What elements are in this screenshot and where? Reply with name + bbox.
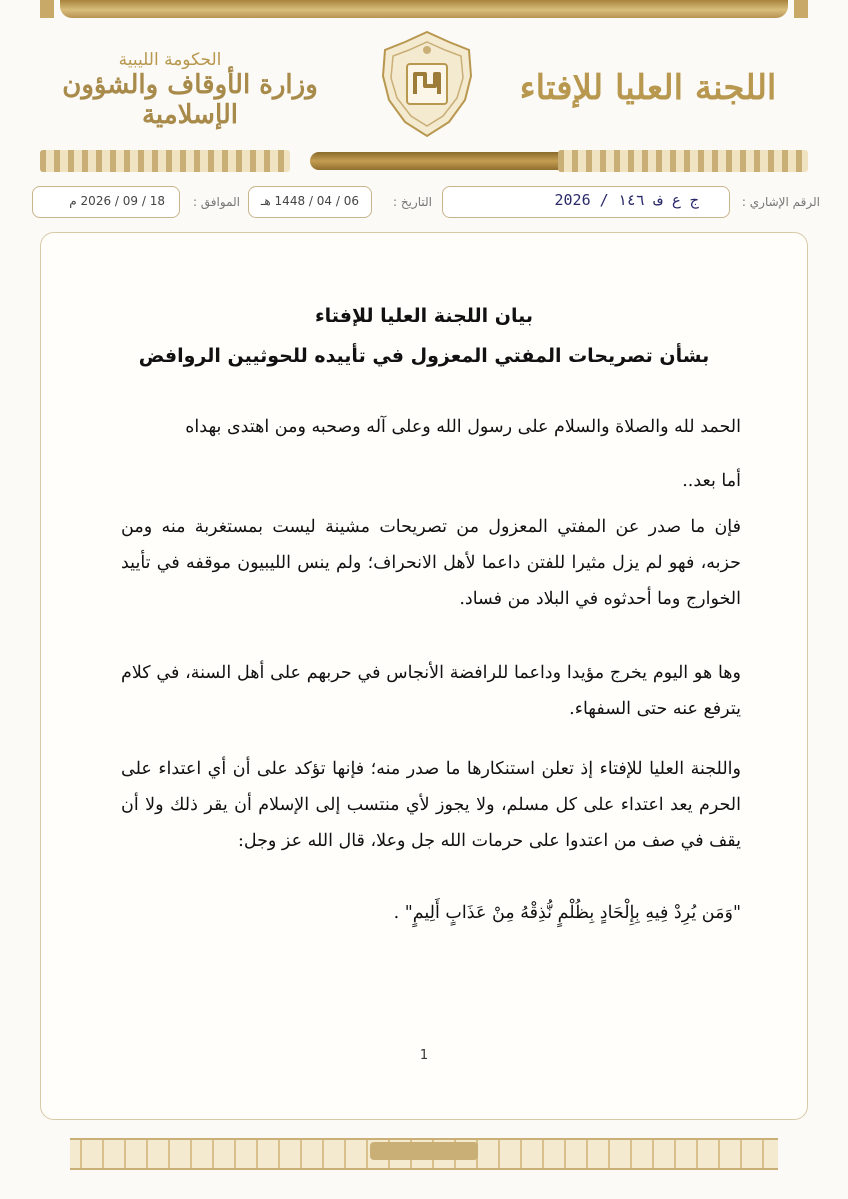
quran-verse: "وَمَن يُرِدْ فِيهِ بِإِلْحَادٍ بِظُلْمٍ نُّذِقْهُ مِنْ عَذَابٍ أَلِيمٍ" . bbox=[393, 903, 741, 923]
page-number: 1 bbox=[419, 1048, 429, 1063]
statement-subtitle: بشأن تصريحات المفتي المعزول في تأييده للحوثيين الروافض bbox=[138, 345, 710, 367]
committee-name: اللجنة العليا للإفتاء bbox=[519, 68, 777, 108]
fatwa-committee-emblem-icon bbox=[379, 30, 475, 138]
letterhead bbox=[0, 28, 848, 148]
gregorian-date-box bbox=[32, 186, 180, 218]
ref-number-label: الرقم الإشاري : bbox=[741, 195, 820, 209]
hijri-date-value: 06 / 04 / 1448 هـ bbox=[260, 194, 359, 208]
transition-line: أما بعد.. bbox=[682, 471, 741, 491]
ref-number-box bbox=[442, 186, 730, 218]
ref-number-value: ج ع ف ١٤٦ / 2026 bbox=[554, 191, 699, 209]
paragraph-3: واللجنة العليا للإفتاء إذ تعلن استنكارها ما صدر منه؛ فإنها تؤكد على أن أي اعتداء على الحرم يعد اعتداء على كل مسلم، ولا يجوز لأي منتسب إلى الإسلام أن يقر ذلك ولا أن يقف في صف من اعتدوا على حرمات الله جل وعلا، قال الله عز وجل: bbox=[121, 759, 741, 851]
opening-paragraph: الحمد لله والصلاة والسلام على رسول الله وعلى آله وصحبه ومن اهتدى بهداه bbox=[185, 417, 741, 437]
ministry-block bbox=[40, 50, 340, 130]
paragraph-1: فإن ما صدر عن المفتي المعزول من تصريحات مشينة ليست بمستغربة منه ومن حزبه، فهو لم يزل مثيرا للفتن داعما لأهل الانحراف؛ ولم ينس الليبيون موقفه في تأييد الخوارج وما أحدثوه في البلاد من فساد. bbox=[121, 517, 741, 609]
date-label: التاريخ : bbox=[392, 195, 432, 209]
statement-frame bbox=[40, 232, 808, 1120]
match-label: الموافق : bbox=[192, 195, 240, 209]
paragraph-2: وها هو اليوم يخرج مؤيدا وداعما للرافضة الأنجاس في حربهم على أهل السنة، في كلام يترفع عنه حتى السفهاء. bbox=[121, 663, 741, 719]
header-ornament-strip bbox=[40, 150, 808, 172]
gregorian-date-value: 18 / 09 / 2026 م bbox=[69, 194, 165, 208]
ornament-right bbox=[558, 150, 808, 172]
footer-ornament bbox=[70, 1138, 778, 1166]
hijri-date-box bbox=[248, 186, 372, 218]
statement-title: بيان اللجنة العليا للإفتاء bbox=[314, 305, 534, 327]
government-line: الحكومة الليبية bbox=[118, 50, 222, 70]
reference-row bbox=[32, 186, 820, 220]
top-decorative-band bbox=[60, 0, 788, 18]
ministry-name: وزارة الأوقاف والشؤون الإسلامية bbox=[62, 70, 318, 130]
footer-center-plate bbox=[370, 1142, 478, 1160]
ornament-left bbox=[40, 150, 290, 172]
